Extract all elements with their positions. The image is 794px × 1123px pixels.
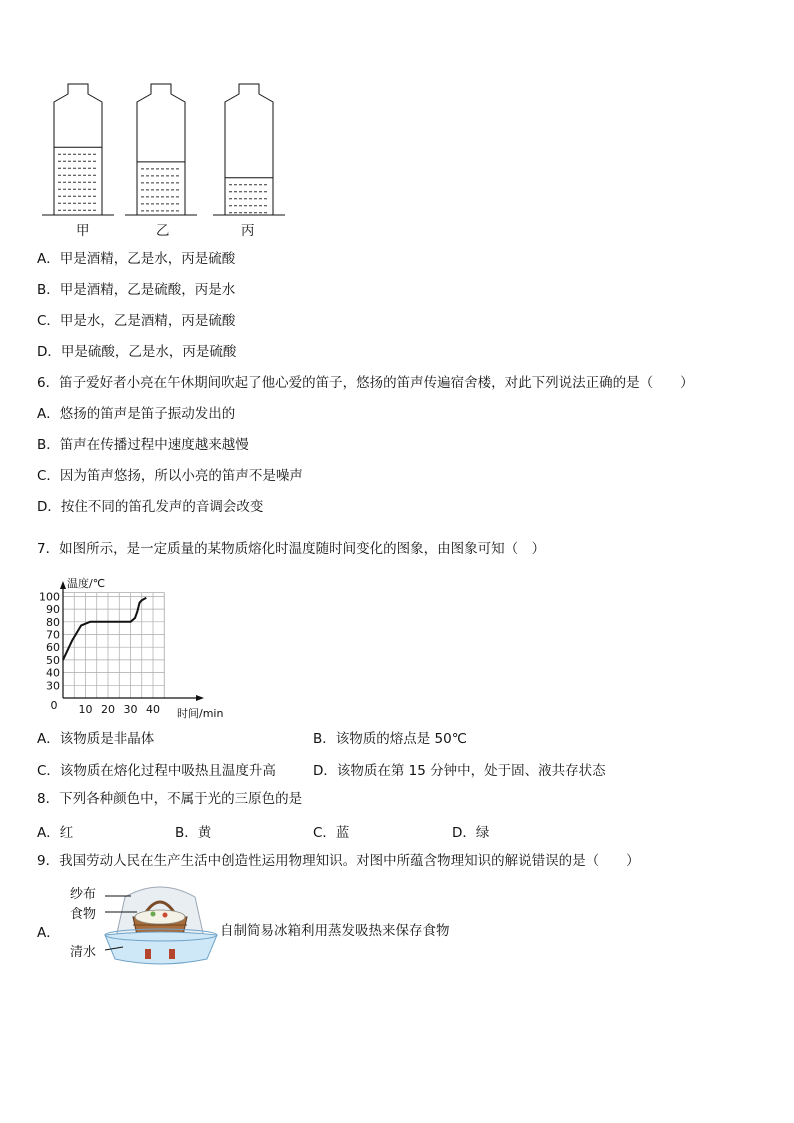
q9-option-a-text: 自制简易冰箱利用蒸发吸热来保存食物 <box>220 923 450 939</box>
y-tick-label: 100 <box>39 590 60 604</box>
x-tick-label: 30 <box>123 703 138 716</box>
q7-option-c: C．该物质在熔化过程中吸热且温度升高 <box>37 763 276 779</box>
q6-option-b: B．笛声在传播过程中速度越来越慢 <box>37 437 249 453</box>
q6-option-a: A．悠扬的笛声是笛子振动发出的 <box>37 406 236 422</box>
q6-option-c: C．因为笛声悠扬，所以小亮的笛声不是噪声 <box>37 468 303 484</box>
y-tick-label: 40 <box>46 666 60 680</box>
q6-stem: 6．笛子爱好者小亮在午休期间吹起了他心爱的笛子，悠扬的笛声传遍宿舍楼，对此下列说法正确的是（ ） <box>37 375 694 391</box>
melting-chart <box>30 573 250 723</box>
y-tick-label: 70 <box>46 628 60 642</box>
q5-option-d: D．甲是硫酸，乙是水，丙是硫酸 <box>37 344 237 360</box>
q8-stem: 8．下列各种颜色中，不属于光的三原色的是 <box>37 791 303 807</box>
y-tick-label: 80 <box>46 615 60 629</box>
y-tick-label: 30 <box>46 679 60 693</box>
y-tick-label: 60 <box>46 641 60 655</box>
q8-option-b: B．黄 <box>175 825 212 841</box>
q5-option-a: A．甲是酒精，乙是水，丙是硫酸 <box>37 251 236 267</box>
figure-label-gauze: 纱布 <box>70 887 97 902</box>
y-axis-arrow <box>60 581 66 589</box>
q8-option-c: C．蓝 <box>313 825 350 841</box>
figure-label-food: 食物 <box>70 907 97 922</box>
bottles-figure <box>38 82 338 232</box>
figure-label-water: 清水 <box>70 945 97 960</box>
q9-stem: 9．我国劳动人民在生产生活中创造性运用物理知识。对图中所蕴含物理知识的解说错误的是（ ） <box>37 853 640 869</box>
origin-label: 0 <box>50 699 58 712</box>
x-tick-label: 10 <box>78 703 93 716</box>
q7-option-b: B．该物质的熔点是 50℃ <box>313 731 467 747</box>
q7-option-d: D．该物质在第 15 分钟中，处于固、液共存状态 <box>313 763 606 779</box>
q9-option-a-letter: A． <box>37 925 60 941</box>
x-tick-label: 20 <box>101 703 115 716</box>
bottle-label-bing: 丙 <box>241 223 255 239</box>
x-tick-label: 40 <box>146 703 160 716</box>
bottle-label-jia: 甲 <box>76 223 90 239</box>
q8-option-d: D．绿 <box>452 825 490 841</box>
bottle-outline <box>225 84 273 215</box>
q5-option-c: C．甲是水，乙是酒精，丙是硫酸 <box>37 313 236 329</box>
y-axis-label: 温度/℃ <box>67 577 106 590</box>
temperature-curve <box>63 598 146 660</box>
q7-stem: 7．如图所示，是一定质量的某物质熔化时温度随时间变化的图象，由图象可知（ ） <box>37 541 546 557</box>
q6-option-d: D．按住不同的笛孔发声的音调会改变 <box>37 499 264 515</box>
bottle-outline <box>137 84 185 215</box>
bottle-outline <box>54 84 102 215</box>
x-axis-label: 时间/min <box>177 707 224 720</box>
y-tick-label: 90 <box>46 603 60 617</box>
q8-option-a: A．红 <box>37 825 74 841</box>
y-tick-label: 50 <box>46 653 60 667</box>
bottle-label-yi: 乙 <box>156 223 170 239</box>
q7-option-a: A．该物质是非晶体 <box>37 731 155 747</box>
x-axis-arrow <box>196 695 204 701</box>
q5-option-b: B．甲是酒精，乙是硫酸，丙是水 <box>37 282 236 298</box>
